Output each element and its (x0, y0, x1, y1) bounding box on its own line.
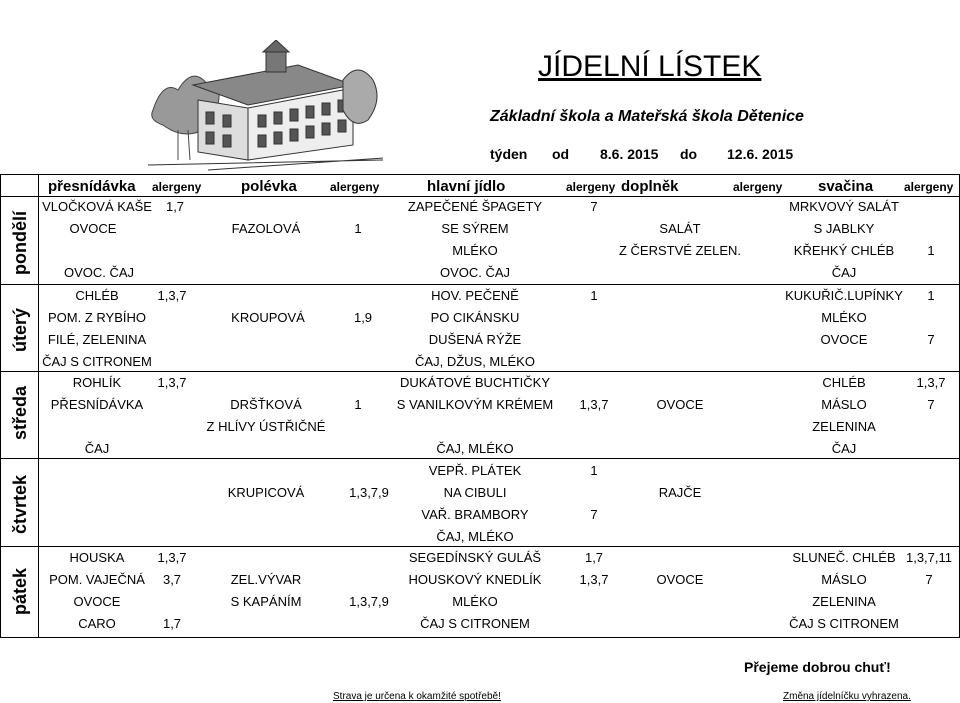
fri-breakfast-3: OVOCE (73, 594, 121, 609)
date-from: 8.6. 2015 (600, 146, 659, 162)
mon-soup: FAZOLOVÁ (231, 221, 301, 236)
wed-snack-3: ZELENINA (812, 419, 876, 434)
mon-main-3: MLÉKO (452, 243, 498, 258)
header-allergens-side: alergeny (733, 180, 783, 194)
wed-snack-4: ČAJ (831, 441, 857, 456)
fri-snack-4: ČAJ S CITRONEM (789, 616, 899, 631)
tue-breakfast-4: ČAJ S CITRONEM (42, 354, 152, 369)
school-name: Základní škola a Mateřská škola Dětenice (490, 108, 804, 125)
header-main: hlavní jídlo (427, 178, 506, 195)
tue-snack-1: KUKUŘIČ.LUPÍNKY (785, 288, 903, 303)
header-allergens-breakfast: alergeny (152, 180, 202, 194)
tue-snack-allergens-1: 1 (927, 288, 935, 303)
fri-breakfast-1: HOUSKA (69, 550, 125, 565)
fri-snack-1: SLUNEČ. CHLÉB (792, 550, 896, 565)
fri-main-allergens-2: 1,3,7 (579, 572, 609, 587)
tue-main-2: PO CIKÁNSKU (430, 310, 520, 325)
wed-breakfast-1: ROHLÍK (72, 375, 122, 390)
header-allergens-snack: alergeny (904, 180, 954, 194)
to-label: do (680, 146, 698, 162)
mon-snack-1: MRKVOVÝ SALÁT (789, 199, 899, 214)
fri-breakfast-allergens-2: 3,7 (162, 572, 182, 587)
fri-main-2: HOUSKOVÝ KNEDLÍK (408, 572, 542, 587)
tue-breakfast-3: FILÉ, ZELENINA (47, 332, 147, 347)
fri-side: OVOCE (656, 572, 704, 587)
fri-breakfast-allergens-3: 1,7 (162, 616, 182, 631)
tue-breakfast-allergens: 1,3,7 (157, 288, 187, 303)
footer-note-right: Změna jídelníčku vyhrazena. (783, 691, 911, 702)
wed-main-1: DUKÁTOVÉ BUCHTIČKY (399, 375, 551, 390)
thu-main-allergens-2: 7 (590, 507, 598, 522)
mon-main-1: ZAPEČENÉ ŠPAGETY (407, 199, 543, 214)
fri-breakfast-2: POM. VAJEČNÁ (49, 572, 145, 587)
wed-snack-allergens-2: 7 (927, 397, 935, 412)
mon-side-2: Z ČERSTVÉ ZELEN. (618, 243, 742, 258)
mon-snack-3: KŘEHKÝ CHLÉB (793, 243, 895, 258)
date-to: 12.6. 2015 (727, 146, 794, 162)
tue-breakfast-2: POM. Z RYBÍHO (48, 310, 146, 325)
mon-soup-allergens: 1 (354, 221, 362, 236)
fri-soup-allergens: 1,3,7,9 (349, 594, 389, 609)
mon-main-allergens: 7 (590, 199, 598, 214)
day-thursday: čtvrtek (10, 474, 30, 534)
wed-breakfast-3: ČAJ (84, 441, 110, 456)
fri-snack-allergens-2: 7 (925, 572, 933, 587)
day-friday: pátek (10, 567, 30, 615)
thu-side: RAJČE (658, 485, 702, 500)
thu-main-3: VAŘ. BRAMBORY (421, 507, 529, 522)
wed-snack-2: MÁSLO (821, 397, 867, 412)
mon-breakfast-2: OVOCE (69, 221, 117, 236)
day-wednesday: středa (10, 385, 30, 440)
wed-snack-allergens-1: 1,3,7 (916, 375, 946, 390)
thu-soup: KRUPICOVÁ (227, 485, 305, 500)
fri-breakfast-4: CARO (78, 616, 116, 631)
footer-note-left: Strava je určena k okamžité spotřebě! (333, 691, 501, 702)
header-snack: svačina (818, 178, 874, 195)
header-breakfast: přesnídávka (48, 178, 136, 195)
menu-title: JÍDELNÍ LÍSTEK (538, 50, 762, 83)
header-side: doplněk (621, 178, 679, 195)
from-label: od (552, 146, 570, 162)
tue-main-1: HOV. PEČENĚ (431, 288, 519, 303)
tue-soup-allergens: 1,9 (353, 310, 373, 325)
header-allergens-main: alergeny (566, 180, 616, 194)
mon-breakfast-allergens: 1,7 (165, 199, 185, 214)
mon-main-4: OVOC. ČAJ (439, 265, 511, 280)
school-building-image (148, 40, 383, 175)
mon-snack-4: ČAJ (831, 265, 857, 280)
wed-breakfast-2: PŘESNÍDÁVKA (50, 397, 144, 412)
thu-main-2: NA CIBULI (443, 485, 507, 500)
fri-main-1: SEGEDÍNSKÝ GULÁŠ (408, 550, 542, 565)
fri-soup-1: ZEL.VÝVAR (230, 572, 302, 587)
thu-main-allergens-1: 1 (590, 463, 598, 478)
thu-main-4: ČAJ, MLÉKO (436, 529, 514, 544)
wed-soup-allergens: 1 (354, 397, 362, 412)
mon-breakfast-3: OVOC. ČAJ (63, 265, 135, 280)
mon-side-1: SALÁT (659, 221, 701, 236)
tue-breakfast-1: CHLÉB (75, 288, 119, 303)
fri-main-3: MLÉKO (452, 594, 498, 609)
header-soup: polévka (241, 178, 297, 195)
tue-main-3: DUŠENÁ RÝŽE (428, 332, 522, 347)
tue-snack-allergens-2: 7 (927, 332, 935, 347)
fri-soup-2: S KAPÁNÍM (230, 594, 302, 609)
fri-snack-2: MÁSLO (821, 572, 867, 587)
mon-breakfast-1: VLOČKOVÁ KAŠE (42, 199, 152, 214)
tue-snack-2: MLÉKO (821, 310, 867, 325)
wed-main-3: ČAJ, MLÉKO (436, 441, 514, 456)
header-allergens-soup: alergeny (330, 180, 380, 194)
wed-main-allergens: 1,3,7 (579, 397, 609, 412)
fri-main-4: ČAJ S CITRONEM (420, 616, 530, 631)
tue-main-allergens: 1 (590, 288, 598, 303)
day-monday: pondělí (10, 211, 30, 275)
tue-snack-3: OVOCE (820, 332, 868, 347)
wish-text: Přejeme dobrou chuť! (744, 659, 891, 675)
wed-soup-2: Z HLÍVY ÚSTŘIČNÉ (206, 419, 326, 434)
fri-breakfast-allergens-1: 1,3,7 (157, 550, 187, 565)
mon-snack-allergens: 1 (927, 243, 935, 258)
wed-snack-1: CHLÉB (822, 375, 866, 390)
wed-main-2: S VANILKOVÝM KRÉMEM (396, 397, 554, 412)
fri-snack-allergens-1: 1,3,7,11 (905, 550, 953, 565)
fri-snack-3: ZELENINA (812, 594, 876, 609)
mon-main-2: SE SÝREM (441, 221, 509, 236)
week-label: týden (490, 146, 528, 162)
mon-snack-2: S JABLKY (813, 221, 875, 236)
day-tuesday: úterý (10, 307, 30, 352)
thu-soup-allergens: 1,3,7,9 (349, 485, 389, 500)
wed-breakfast-allergens: 1,3,7 (157, 375, 187, 390)
wed-side: OVOCE (656, 397, 704, 412)
tue-main-4: ČAJ, DŽUS, MLÉKO (415, 354, 535, 369)
thu-main-1: VEPŘ. PLÁTEK (428, 463, 522, 478)
wed-soup-1: DRŠŤKOVÁ (230, 397, 302, 412)
fri-main-allergens-1: 1,7 (584, 550, 604, 565)
tue-soup: KROUPOVÁ (231, 310, 305, 325)
